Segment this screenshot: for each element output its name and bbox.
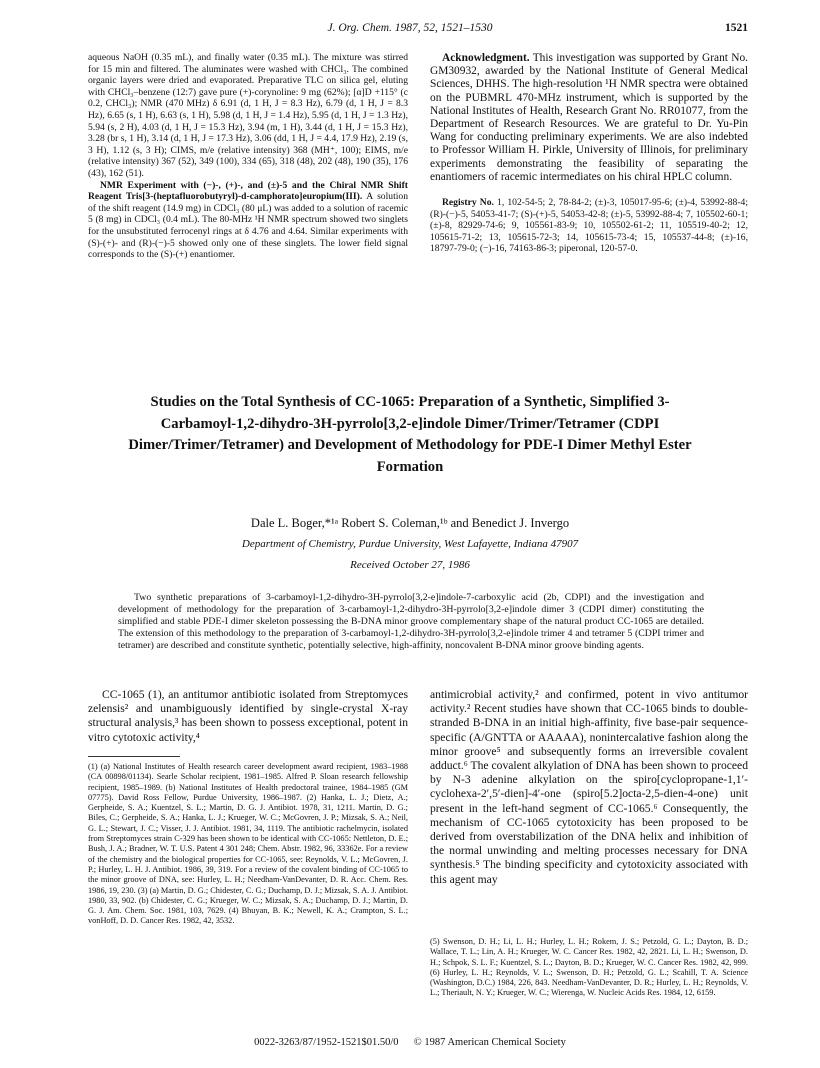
prev-article-left-column: [88, 52, 408, 261]
acknowledgment-body: This investigation was supported by Grant No. GM30932, awarded by the National Institute of General Medical Sciences, DHHS. The high-resolution ¹H NMR spectra were obtained on the PUBMRL 470-MHz instrument, which is supported by the National Institutes of Health, Research Grant No. RR01077, from the Department of Research Resources. We are grateful to Dr. Yu-Pin Wang for conducting preliminary experiments. We are also indebted to Professor William H. Pirkle, University of Illinois, for preliminary experiments demonstrating the feasibility of separating the enantiomers of racemic intermediates on his chiral HPLC column.: [430, 52, 748, 183]
acknowledgment-heading: Acknowledgment.: [442, 52, 530, 64]
registry-heading: Registry No.: [442, 197, 494, 209]
journal-citation: J. Org. Chem. 1987, 52, 1521–1530: [327, 22, 493, 34]
intro-left: CC-1065 (1), an antitumor antibiotic isolated from Streptomyces zelensis² and unambiguously identified by single-crystal X-ray structural analysis,³ has been shown to possess exceptional, potent in vitro cytotoxic activity,⁴: [88, 688, 408, 744]
article-title: Studies on the Total Synthesis of CC-1065: Preparation of a Synthetic, Simplified 3-Carbamoyl-1,2-dihydro-3H-pyrrolo[3,2-e]indole Dimer/Trimer/Tetramer (CDPI Dimer/Trimer/Tetramer) and Development of Methodology for PDE-I Dimer Methyl Ester Formation: [128, 394, 692, 475]
footnotes-right: (5) Swenson, D. H.; Li, L. H.; Hurley, L. H.; Rokem, J. S.; Petzold, G. L.; Dayton, B. D.; Wallace, T. L.; Lin, A. H.; Krueger, W. C. Cancer Res. 1982, 42, 2821. Li, L. H.; Swenson, D. H.; Schpok, S. L. F.; Kuentzel, S. L.; Dayton, B. D.; Krueger, W. C. Cancer Res. 1982, 42, 999. (6) Hurley, L. H.; Reynolds, V. L.; Swenson, D. H.; Petzold, G. L.; Scahill, T. A. Science (Washington, D.C.) 1984, 226, 843. Needham-VanDevanter, D. R.; Hurley, L. H.; Reynolds, V. L.; Theriault, N. Y.; Krueger, W. C.; Wierenga, W. Nucleic Acids Res. 1984, 12, 6159.: [430, 937, 748, 998]
article-code: 0022-3263/87/1952-1521$01.50/0: [254, 1037, 399, 1048]
nmr-experiment-paragraph: [88, 180, 408, 261]
acknowledgment-paragraph: [430, 52, 748, 184]
footnotes-left: (1) (a) National Institutes of Health research career development award recipient, 1983–1988 (CA 00898/01134). Searle Scholar recipient, 1981–1985. Alfred P. Sloan research fellowship recipient, 1985–1989. (b) National Institutes of Health predoctoral trainee, 1984–1985 (GM 07775). David Ross Fellow, Purdue University, 1986–1987. (2) Hanka, L. J.; Dietz, A.; Gerpheide, S. A.; Kuentzel, S. L.; Martin, D. G. J. Antibiot. 1978, 31, 1211. Martin, D. G.; Biles, C.; Gerpheide, S. A.; Hanka, L. J.; Krueger, W. C.; McGovren, J. P.; Mizsak, S. A.; Neil, G. L.; Stewart, J. C.; Visser, J. J. Antibiot. 1981, 34, 1119. The antibiotic rachelmycin, isolated from Streptomyces strain C-329 has been shown to be identical with CC-1065: Nettleton, D. E.; Bush, J. A.; Bradner, W. T. U.S. Patent 4 301 248; Chem. Abstr. 1982, 96, 33362e. For a review of the chemistry and the biological properties for CC-1065, see: Reynolds, V. L.; McGovren, J. P.; Hurley, L. H. J. Antibiot. 1986, 39, 319. For a review of the covalent binding of CC-1065 to the minor groove of DNA, see: Hurley, L. H.; Needham-VanDevanter, D. R. Acc. Chem. Res. 1986, 19, 230. (3) (a) Martin, D. G.; Chidester, C. G.; Duchamp, D. J.; Mizsak, S. A. J. Antibiot. 1980, 33, 902. (b) Chidester, C. G.; Krueger, W. C.; Mizsak, S. A.; Duchamp, D. J.; Martin, D. G. J. Am. Chem. Soc. 1981, 103, 7629. (4) Bhuyan, B. K.; Newell, K. A.; Crampton, S. L.; vonHoff, D. D. Cancer Res. 1982, 42, 3532.: [88, 762, 408, 926]
article-authors: Dale L. Boger,*¹ᵃ Robert S. Coleman,¹ᵇ and Benedict J. Invergo: [250, 516, 570, 530]
experimental-paragraph: aqueous NaOH (0.35 mL), and finally water (0.35 mL). The mixture was stirred for 15 min and filtered. The aluminates were washed with CHCl₃. The combined organic layers were dried and evaporated. Preparative TLC on silica gel, eluting with CHCl₃–benzene (12:7) gave pure (+)-corynoline: 9 mg (62%); [α]D +115° (c 0.2, CHCl₃); NMR (470 MHz) δ 6.91 (d, 1 H, J = 8.3 Hz), 6.79 (d, 1 H, J = 8.3 Hz), 6.65 (s, 1 H), 6.63 (s, 1 H), 5.98 (d, 1 H, J = 1.4 Hz), 5.95 (d, 1 H, J = 1.3 Hz), 5.94 (s, 2 H), 4.03 (d, 1 H, J = 15.3 Hz), 3.94 (m, 1 H), 3.44 (d, 1 H, J = 15.3 Hz), 3.28 (br s, 1 H), 3.14 (d, 1 H, J = 17.3 Hz), 3.06 (dd, 1 H, J = 4.4, 17.9 Hz), 2.19 (s, 3 H), 1.12 (s, 3 H); CIMS, m/e (relative intensity) 368 (MH⁺, 100); EIMS, m/e (relative intensity) 367 (52), 349 (100), 334 (65), 318 (48), 202 (48), 190 (35), 176 (43), 162 (51).: [88, 52, 408, 179]
page-footer: [0, 1037, 820, 1048]
abstract: Two synthetic preparations of 3-carbamoyl-1,2-dihydro-3H-pyrrolo[3,2-e]indole-7-carboxylic acid (2b, CDPI) and the investigation and development of methodology for the preparation of 3-carbamoyl-1,2-dihydro-3H-pyrrolo[3,2-e]indole dimer 3 (CDPI dimer) constituting the simplified and stable PDE-I dimer skeleton possessing the B-DNA minor groove complementary shape of the natural product CC-1065 are detailed. The extension of this methodology to the preparation of 3-carbamoyl-1,2-dihydro-3H-pyrrolo[3,2-e]indole trimer 4 and tetramer 5 (CDPI trimer and tetramer) are described and constitute synthetic, potentially selective, high-affinity, noncovalent B-DNA minor groove binding agents.: [118, 592, 704, 651]
registry-paragraph: [430, 197, 748, 255]
copyright: © 1987 American Chemical Society: [413, 1037, 566, 1048]
nmr-experiment-heading: NMR Experiment with (−)-, (+)-, and (±)-5 and the Chiral NMR Shift Reagent Tris[3-(heptafluorobutyryl)-d-camphorato]europium(III).: [88, 179, 408, 203]
nmr-experiment-body: A solution of the shift reagent (14.9 mg) in CDCl₃ (80 μL) was added to a solution of racemic 5 (8 mg) in CDCl₃ (0.4 mL). The 80-MHz ¹H NMR spectrum showed two singlets for the unsubstituted ferrocenyl rings at δ 4.76 and 4.64. Similar experiments with (S)-(+)- and (R)-(−)-5 showed only one of these singlets. The lower field signal corresponds to the (S)-(+) enantiomer.: [88, 191, 408, 261]
footnote-rule: [88, 756, 180, 757]
article-affiliation: Department of Chemistry, Purdue University, West Lafayette, Indiana 47907: [241, 538, 579, 550]
running-header: [0, 22, 820, 40]
registry-body: 1, 102-54-5; 2, 78-84-2; (±)-3, 105017-95-6; (±)-4, 53992-88-4; (R)-(−)-5, 54053-41-7; (S)-(+)-5, 54053-42-8; (±)-5, 53992-88-4; 7, 105502-60-1; (±)-8, 82929-74-6; 9, 105561-83-9; 10, 105502-61-2; 11, 105519-40-2; 12, 105615-71-2; 13, 105615-72-3; 14, 105615-73-4; 15, 105537-44-8; (±)-16, 18797-79-0; (−)-16, 74163-86-3; piperonal, 120-57-0.: [430, 197, 748, 255]
intro-right: antimicrobial activity,² and confirmed, potent in vivo antitumor activity.² Recent studies have shown that CC-1065 binds to double-stranded B-DNA in an initial high-affinity, five base-pair sequence-specific (A/GNTTA or AAAAA), nonintercalative fashion along the minor groove⁵ and subsequently forms an irreversible covalent adduct.⁶ The covalent alkylation of DNA has been shown to proceed by N-3 adenine alkylation on the spiro[cyclopropane-1,1′-cyclohexa-2′,5′-dien]-4′-one (spiro[5.2]octa-2,5-dien-4-one) unit present in the left-hand segment of CC-1065.⁶ Consequently, the mechanism of CC-1065 cytotoxicity has been proposed to be derived from overstabilization of the DNA helix and inhibition of the normal unwinding and melting processes necessary for DNA synthesis.⁵ The binding specificity and cytotoxicity associated with this agent may: [430, 688, 748, 886]
received-date: Received October 27, 1986: [350, 559, 470, 571]
prev-article-right-column: [430, 52, 748, 255]
page-number: 1521: [725, 22, 748, 34]
